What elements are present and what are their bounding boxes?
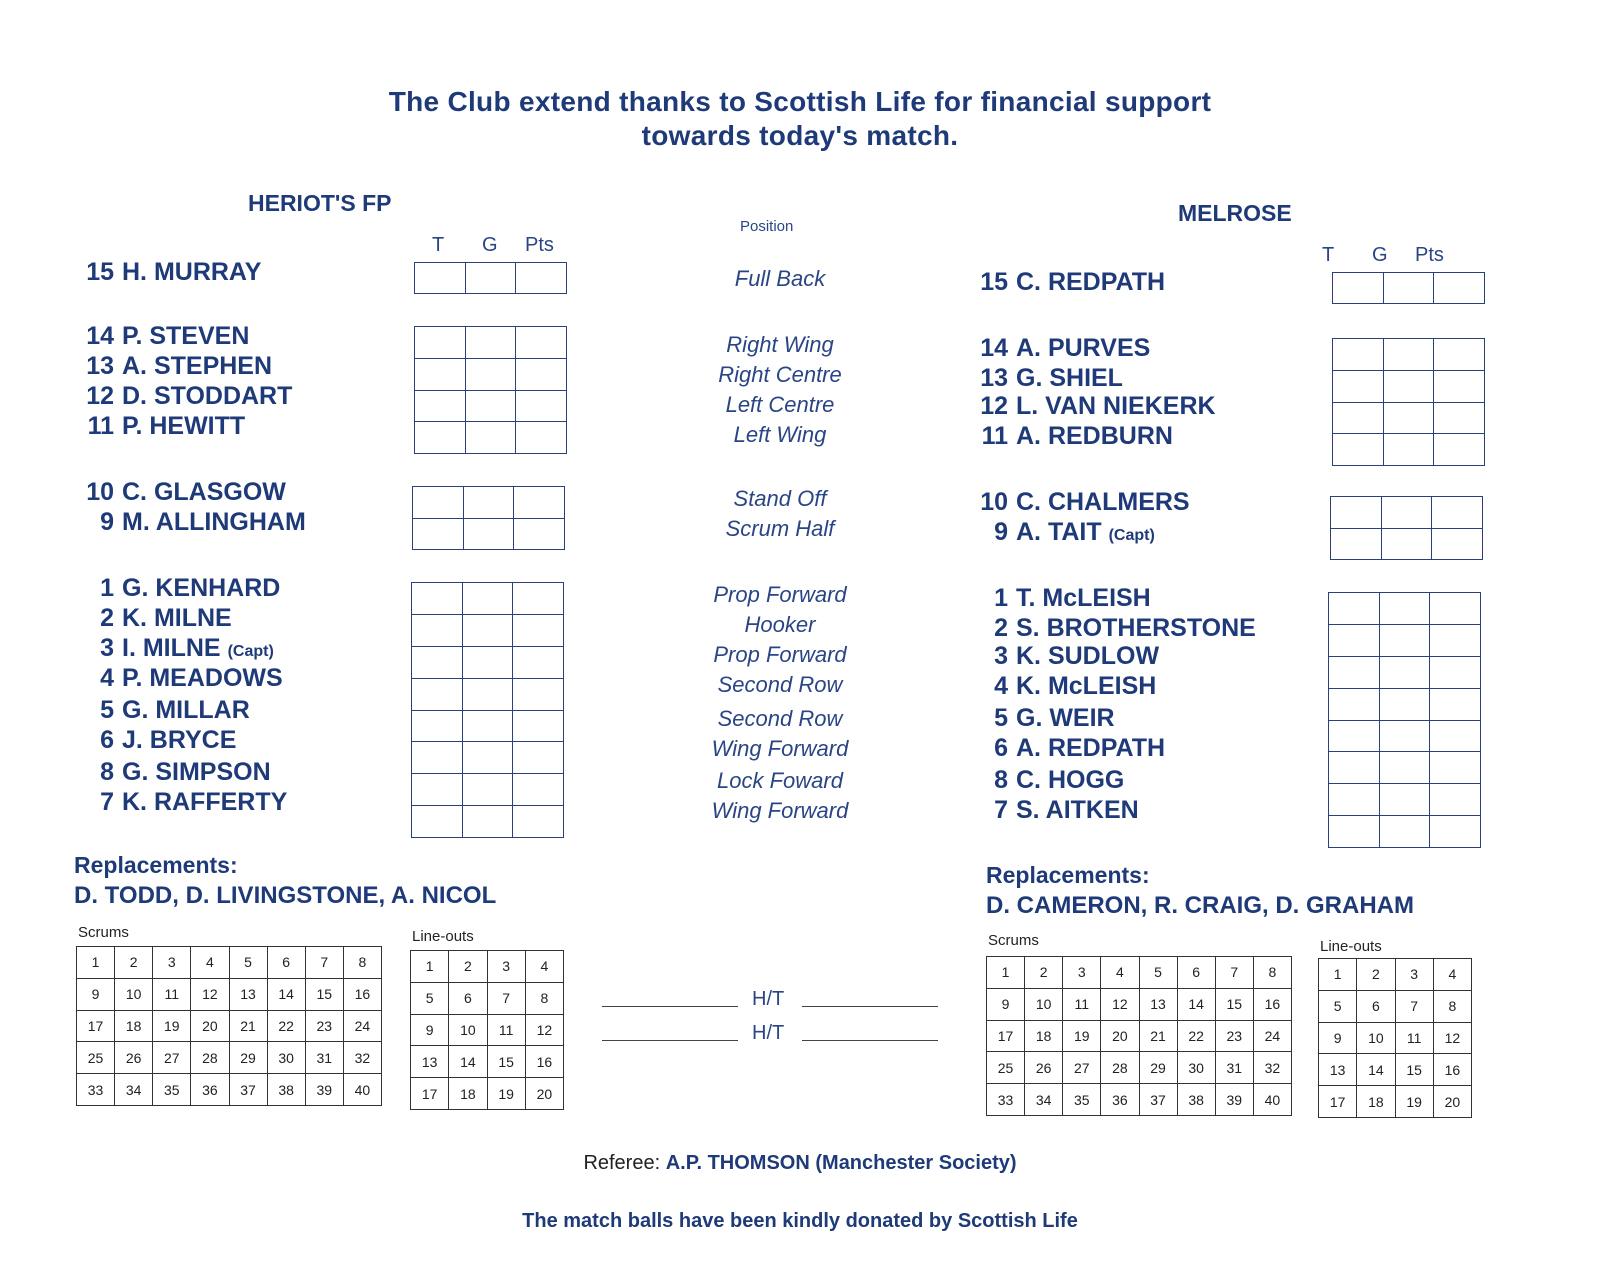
grid-cell[interactable]: 25: [77, 1042, 115, 1074]
grid-cell[interactable]: 38: [267, 1074, 305, 1106]
home-score-box-fullback[interactable]: [414, 262, 567, 294]
home-scrums-label: Scrums: [78, 924, 129, 941]
home-lineouts-label: Line-outs: [412, 928, 474, 945]
grid-cell[interactable]: 31: [1215, 1052, 1253, 1084]
grid-cell[interactable]: 19: [1395, 1086, 1433, 1118]
grid-cell[interactable]: 19: [1063, 1020, 1101, 1052]
grid-cell[interactable]: 22: [1177, 1020, 1215, 1052]
grid-cell[interactable]: 27: [1063, 1052, 1101, 1084]
grid-cell[interactable]: 37: [229, 1074, 267, 1106]
grid-cell[interactable]: 20: [525, 1078, 563, 1110]
sponsor-header-line2: towards today's match.: [641, 120, 959, 151]
home-player: 3 I. MILNE (Capt): [100, 634, 274, 662]
grid-cell[interactable]: 5: [229, 947, 267, 979]
grid-cell[interactable]: 15: [1215, 988, 1253, 1020]
away-score-box-threequarters[interactable]: [1332, 338, 1485, 466]
position-label: Wing Forward: [711, 798, 849, 823]
away-player: 3 K. SUDLOW: [994, 642, 1160, 670]
grid-cell[interactable]: 9: [411, 1014, 449, 1046]
grid-cell[interactable]: 30: [1177, 1052, 1215, 1084]
grid-cell[interactable]: 40: [343, 1074, 381, 1106]
position-label: Full Back: [734, 266, 826, 291]
grid-cell[interactable]: 2: [449, 951, 487, 983]
away-player: 9 A. TAIT (Capt): [994, 518, 1155, 546]
home-score-box-halfbacks[interactable]: [412, 486, 565, 550]
away-score-box-forwards[interactable]: [1328, 592, 1481, 848]
grid-cell[interactable]: 39: [305, 1074, 343, 1106]
referee-name: A.P. THOMSON (Manchester Society): [665, 1152, 1017, 1174]
grid-cell[interactable]: 33: [77, 1074, 115, 1106]
grid-cell[interactable]: 7: [1215, 957, 1253, 989]
grid-cell[interactable]: 6: [449, 982, 487, 1014]
grid-cell[interactable]: 35: [1063, 1084, 1101, 1116]
grid-cell[interactable]: 20: [1101, 1020, 1139, 1052]
grid-cell[interactable]: 33: [987, 1084, 1025, 1116]
home-score-box-threequarters[interactable]: [414, 326, 567, 454]
grid-cell[interactable]: 12: [525, 1014, 563, 1046]
position-label: Right Centre: [718, 362, 842, 387]
grid-cell[interactable]: 13: [1139, 988, 1177, 1020]
grid-cell[interactable]: 10: [1357, 1022, 1395, 1054]
home-replacements-label: Replacements:: [74, 852, 238, 878]
grid-cell[interactable]: 3: [153, 947, 191, 979]
grid-cell[interactable]: 4: [191, 947, 229, 979]
home-player: 6 J. BRYCE: [100, 726, 237, 754]
grid-cell[interactable]: 28: [1101, 1052, 1139, 1084]
grid-cell[interactable]: 13: [411, 1046, 449, 1078]
grid-cell[interactable]: 1: [1319, 959, 1357, 991]
grid-cell[interactable]: 20: [191, 1010, 229, 1042]
grid-cell[interactable]: 24: [1253, 1020, 1291, 1052]
grid-cell[interactable]: 2: [115, 947, 153, 979]
away-player: 7 S. AITKEN: [994, 796, 1139, 824]
home-player: 9 M. ALLINGHAM: [100, 508, 306, 536]
grid-cell[interactable]: 8: [343, 947, 381, 979]
position-label: Prop Forward: [713, 582, 847, 607]
grid-cell[interactable]: 4: [1101, 957, 1139, 989]
grid-cell[interactable]: 26: [1025, 1052, 1063, 1084]
grid-cell[interactable]: 16: [1433, 1054, 1471, 1086]
grid-cell[interactable]: 1: [77, 947, 115, 979]
home-player: 8 G. SIMPSON: [100, 758, 271, 786]
grid-cell[interactable]: 1: [411, 951, 449, 983]
position-label: Second Row: [717, 706, 843, 731]
grid-cell[interactable]: 31: [305, 1042, 343, 1074]
position-label: Left Wing: [733, 422, 827, 447]
away-player: 4 K. McLEISH: [994, 672, 1157, 700]
grid-cell[interactable]: 17: [411, 1078, 449, 1110]
grid-cell[interactable]: 12: [1433, 1022, 1471, 1054]
grid-cell[interactable]: 7: [1395, 990, 1433, 1022]
grid-cell[interactable]: 30: [267, 1042, 305, 1074]
position-label: Wing Forward: [711, 736, 849, 761]
grid-cell[interactable]: 10: [115, 978, 153, 1010]
grid-cell[interactable]: 26: [115, 1042, 153, 1074]
grid-cell[interactable]: 8: [1433, 990, 1471, 1022]
position-label: Hooker: [744, 612, 816, 637]
grid-cell[interactable]: 32: [1253, 1052, 1291, 1084]
grid-cell[interactable]: 32: [343, 1042, 381, 1074]
col-goals: G: [482, 234, 498, 256]
home-team-name: HERIOT'S FP: [248, 190, 392, 216]
grid-cell[interactable]: 15: [305, 978, 343, 1010]
away-player: 15 C. REDPATH: [980, 268, 1166, 296]
grid-cell[interactable]: 2: [1025, 957, 1063, 989]
away-halftime-line-2[interactable]: [802, 1040, 938, 1041]
grid-cell[interactable]: 6: [267, 947, 305, 979]
away-player: 11 A. REDBURN: [981, 422, 1173, 450]
grid-cell[interactable]: 19: [153, 1010, 191, 1042]
away-scrums-grid: [986, 956, 1292, 1116]
col-tries: T: [1322, 244, 1335, 266]
home-player: 1 G. KENHARD: [100, 574, 281, 602]
grid-cell[interactable]: 39: [1215, 1084, 1253, 1116]
footer-note: The match balls have been kindly donated by Scottish Life: [522, 1210, 1078, 1232]
grid-cell[interactable]: 15: [487, 1046, 525, 1078]
grid-cell[interactable]: 23: [1215, 1020, 1253, 1052]
grid-cell[interactable]: 34: [1025, 1084, 1063, 1116]
away-lineouts-label: Line-outs: [1320, 938, 1382, 955]
grid-cell[interactable]: 11: [153, 978, 191, 1010]
grid-cell[interactable]: 16: [343, 978, 381, 1010]
grid-cell[interactable]: 7: [487, 982, 525, 1014]
home-player: 10 C. GLASGOW: [86, 478, 286, 506]
grid-cell[interactable]: 3: [1063, 957, 1101, 989]
sponsor-header-line1: The Club extend thanks to Scottish Life for financial support: [388, 86, 1212, 117]
grid-cell[interactable]: 11: [487, 1014, 525, 1046]
grid-cell[interactable]: 6: [1357, 990, 1395, 1022]
grid-cell[interactable]: 1: [987, 957, 1025, 989]
grid-cell[interactable]: 9: [77, 978, 115, 1010]
away-player: 8 C. HOGG: [994, 766, 1125, 794]
position-label: Stand Off: [733, 486, 827, 511]
grid-cell[interactable]: 14: [1177, 988, 1215, 1020]
grid-cell[interactable]: 13: [229, 978, 267, 1010]
away-player: 2 S. BROTHERSTONE: [994, 614, 1256, 642]
grid-cell[interactable]: 17: [987, 1020, 1025, 1052]
grid-cell[interactable]: 4: [525, 951, 563, 983]
grid-cell[interactable]: 16: [525, 1046, 563, 1078]
grid-cell[interactable]: 21: [229, 1010, 267, 1042]
grid-cell[interactable]: 40: [1253, 1084, 1291, 1116]
grid-cell[interactable]: 36: [191, 1074, 229, 1106]
grid-cell[interactable]: 5: [411, 982, 449, 1014]
home-player: 13 A. STEPHEN: [86, 352, 273, 380]
away-player: 5 G. WEIR: [994, 704, 1115, 732]
position-label: Scrum Half: [725, 516, 835, 541]
home-player: 2 K. MILNE: [100, 604, 232, 632]
grid-cell[interactable]: 10: [1025, 988, 1063, 1020]
grid-cell[interactable]: 3: [487, 951, 525, 983]
referee-label: Referee:: [583, 1152, 661, 1174]
grid-cell[interactable]: 29: [229, 1042, 267, 1074]
away-team-name: MELROSE: [1178, 200, 1292, 226]
away-score-box-fullback[interactable]: [1332, 272, 1485, 304]
grid-cell[interactable]: 38: [1177, 1084, 1215, 1116]
position-label: Prop Forward: [713, 642, 847, 667]
grid-cell[interactable]: 9: [987, 988, 1025, 1020]
grid-cell[interactable]: 4: [1433, 959, 1471, 991]
grid-cell[interactable]: 10: [449, 1014, 487, 1046]
position-label: Second Row: [717, 672, 843, 697]
grid-cell[interactable]: 13: [1319, 1054, 1357, 1086]
home-lineouts-grid: [410, 950, 564, 1110]
grid-cell[interactable]: 37: [1139, 1084, 1177, 1116]
away-player: 14 A. PURVES: [980, 334, 1151, 362]
col-points: Pts: [525, 234, 554, 256]
position-label: Right Wing: [726, 332, 834, 357]
grid-cell[interactable]: 8: [1253, 957, 1291, 989]
home-player: 15 H. MURRAY: [86, 258, 262, 286]
col-goals: G: [1372, 244, 1388, 266]
grid-cell[interactable]: 34: [115, 1074, 153, 1106]
grid-cell[interactable]: 28: [191, 1042, 229, 1074]
grid-cell[interactable]: 21: [1139, 1020, 1177, 1052]
away-replacements-label: Replacements:: [986, 862, 1150, 888]
grid-cell[interactable]: 25: [987, 1052, 1025, 1084]
grid-cell[interactable]: 29: [1139, 1052, 1177, 1084]
grid-cell[interactable]: 18: [1357, 1086, 1395, 1118]
away-scrums-label: Scrums: [988, 932, 1039, 949]
grid-cell[interactable]: 17: [77, 1010, 115, 1042]
home-halftime-line-2[interactable]: [602, 1040, 738, 1041]
away-player: 12 L. VAN NIEKERK: [980, 392, 1216, 420]
position-label: Left Centre: [725, 392, 835, 417]
home-replacements: D. TODD, D. LIVINGSTONE, A. NICOL: [74, 882, 497, 909]
home-player: 7 K. RAFFERTY: [100, 788, 288, 816]
grid-cell[interactable]: 8: [525, 982, 563, 1014]
grid-cell[interactable]: 12: [191, 978, 229, 1010]
home-score-box-forwards[interactable]: [411, 582, 564, 838]
home-player: 4 P. MEADOWS: [100, 664, 283, 692]
grid-cell[interactable]: 14: [1357, 1054, 1395, 1086]
grid-cell[interactable]: 9: [1319, 1022, 1357, 1054]
home-scrums-grid: [76, 946, 382, 1106]
grid-cell[interactable]: 14: [267, 978, 305, 1010]
grid-cell[interactable]: 5: [1139, 957, 1177, 989]
home-player: 11 P. HEWITT: [87, 412, 246, 440]
grid-cell[interactable]: 18: [1025, 1020, 1063, 1052]
col-tries: T: [432, 234, 445, 256]
grid-cell[interactable]: 23: [305, 1010, 343, 1042]
grid-cell[interactable]: 15: [1395, 1054, 1433, 1086]
grid-cell[interactable]: 24: [343, 1010, 381, 1042]
halftime-label-2: H/T: [752, 1022, 785, 1044]
grid-cell[interactable]: 17: [1319, 1086, 1357, 1118]
grid-cell[interactable]: 5: [1319, 990, 1357, 1022]
position-label: Lock Foward: [717, 768, 843, 793]
away-halftime-line-1[interactable]: [802, 1006, 938, 1007]
away-player: 10 C. CHALMERS: [980, 488, 1190, 516]
home-player: 5 G. MILLAR: [100, 696, 250, 724]
grid-cell[interactable]: 2: [1357, 959, 1395, 991]
away-replacements: D. CAMERON, R. CRAIG, D. GRAHAM: [986, 892, 1414, 919]
grid-cell[interactable]: 11: [1063, 988, 1101, 1020]
grid-cell[interactable]: 11: [1395, 1022, 1433, 1054]
grid-cell[interactable]: 3: [1395, 959, 1433, 991]
away-score-box-halfbacks[interactable]: [1330, 496, 1483, 560]
away-player: 13 G. SHIEL: [980, 364, 1123, 392]
grid-cell[interactable]: 14: [449, 1046, 487, 1078]
grid-cell[interactable]: 19: [487, 1078, 525, 1110]
home-halftime-line-1[interactable]: [602, 1006, 738, 1007]
away-lineouts-grid: [1318, 958, 1472, 1118]
grid-cell[interactable]: 36: [1101, 1084, 1139, 1116]
referee-line: [0, 1152, 1600, 1175]
grid-cell[interactable]: 16: [1253, 988, 1291, 1020]
away-player: 1 T. McLEISH: [994, 584, 1151, 612]
grid-cell[interactable]: 18: [449, 1078, 487, 1110]
position-heading: Position: [740, 218, 794, 235]
grid-cell[interactable]: 20: [1433, 1086, 1471, 1118]
grid-cell[interactable]: 27: [153, 1042, 191, 1074]
halftime-label-1: H/T: [752, 988, 785, 1010]
home-player: 12 D. STODDART: [86, 382, 293, 410]
grid-cell[interactable]: 22: [267, 1010, 305, 1042]
grid-cell[interactable]: 6: [1177, 957, 1215, 989]
col-points: Pts: [1415, 244, 1444, 266]
grid-cell[interactable]: 18: [115, 1010, 153, 1042]
away-player: 6 A. REDPATH: [994, 734, 1166, 762]
home-player: 14 P. STEVEN: [86, 322, 250, 350]
grid-cell[interactable]: 35: [153, 1074, 191, 1106]
grid-cell[interactable]: 7: [305, 947, 343, 979]
grid-cell[interactable]: 12: [1101, 988, 1139, 1020]
